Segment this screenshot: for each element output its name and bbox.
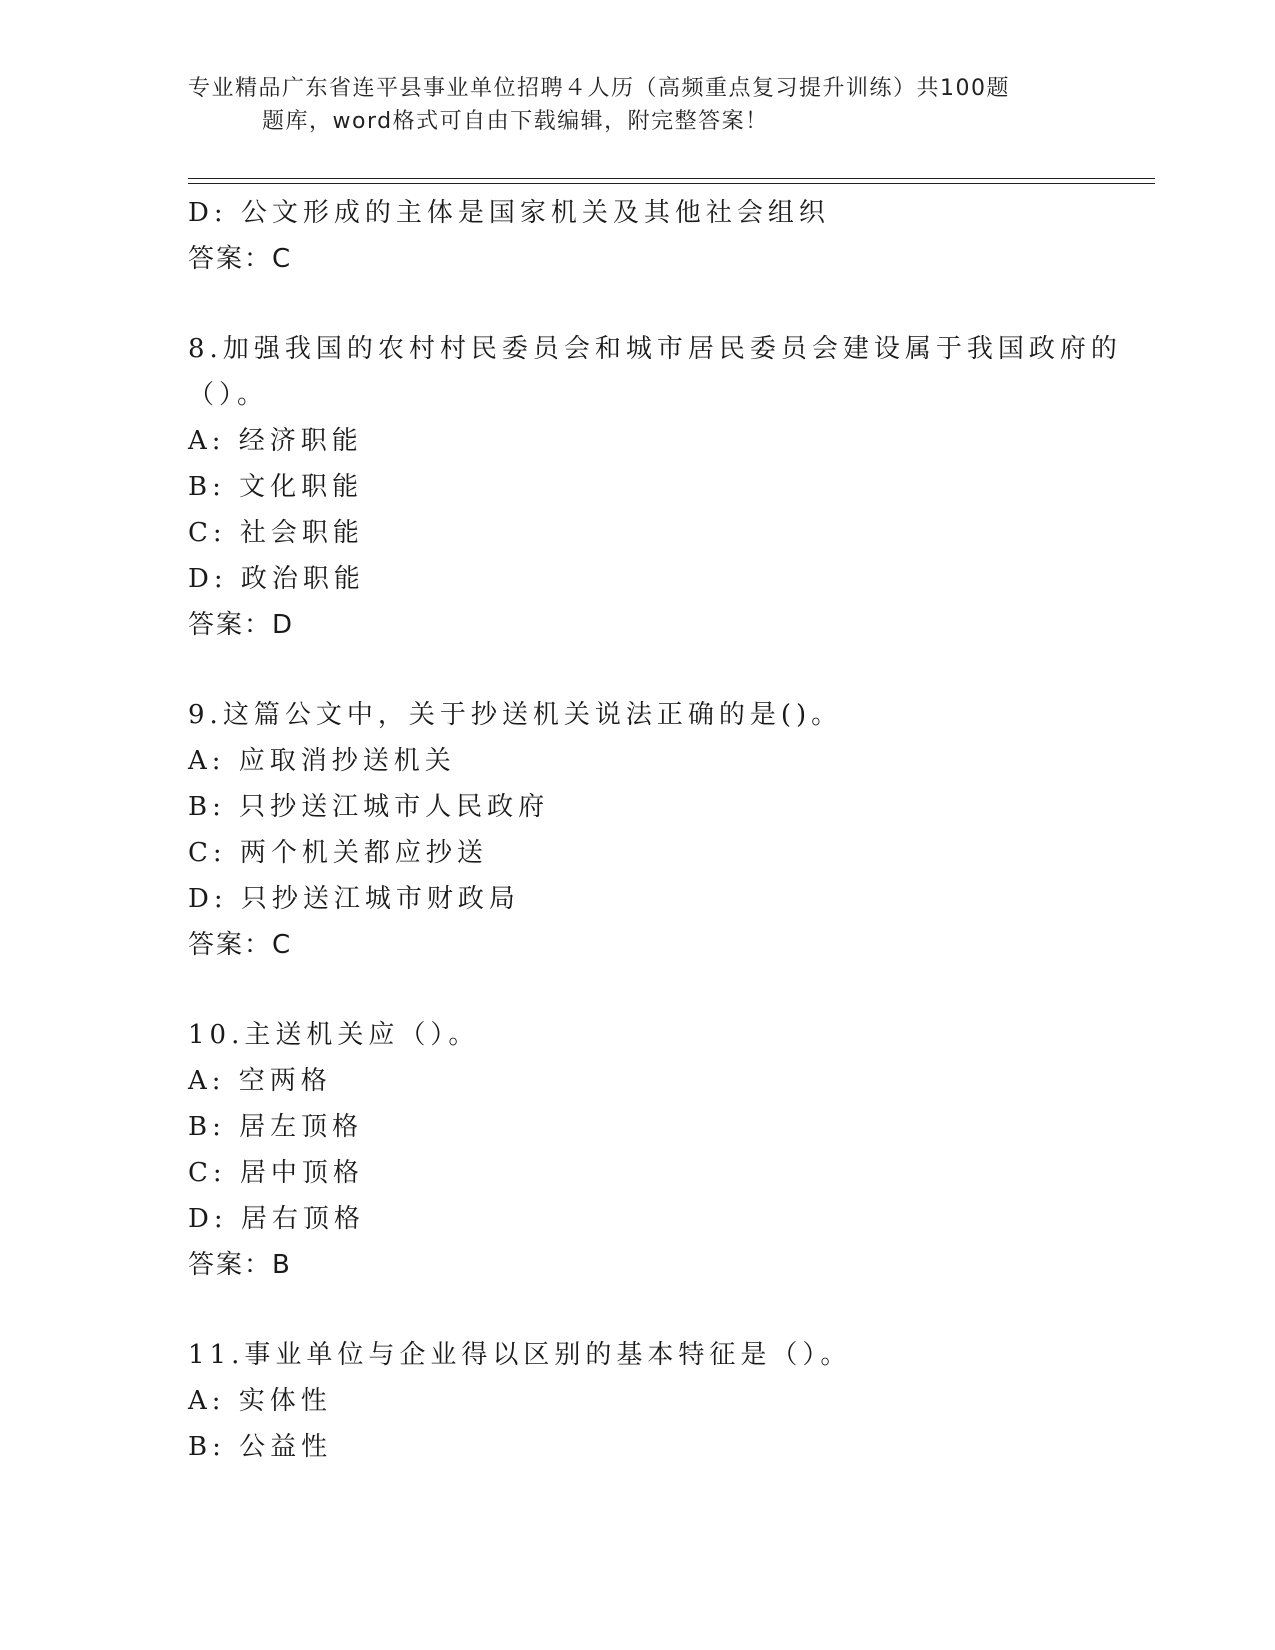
question-9-answer: 答案：C — [188, 930, 293, 960]
question-11-option-b: B: 公益性 — [188, 1432, 333, 1462]
question-11-option-a: A: 实体性 — [188, 1386, 332, 1416]
question-8-text — [188, 326, 1128, 372]
question-10-answer: 答案：B — [188, 1250, 292, 1280]
spacer — [188, 648, 1128, 692]
document-header — [188, 72, 1068, 138]
question-8-answer: 答案：D — [188, 610, 295, 640]
question-10-option-d: D: 居右顶格 — [188, 1204, 365, 1234]
question-9-option-d: D: 只抄送江城市财政局 — [188, 884, 520, 914]
question-9-text — [188, 692, 1128, 738]
header-divider-bottom — [188, 183, 1155, 184]
prev-answer: 答案：C — [188, 244, 293, 274]
question-8-number: 8. — [188, 334, 223, 364]
question-11-text — [188, 1332, 1128, 1378]
question-10-option-c: C: 居中顶格 — [188, 1158, 364, 1188]
header-divider-top — [188, 178, 1155, 179]
document-body — [188, 190, 1128, 1470]
question-9-option-c: C: 两个机关都应抄送 — [188, 838, 488, 868]
question-10-stem: 主送机关应（）。 — [244, 1020, 480, 1050]
header-title-line1: 专业精品广东省连平县事业单位招聘４人历（高频重点复习提升训练）共100题 — [188, 76, 1010, 101]
question-10-option-b: B: 居左顶格 — [188, 1112, 364, 1142]
question-8-option-b: B: 文化职能 — [188, 472, 364, 502]
question-8-option-d: D: 政治职能 — [188, 564, 365, 594]
spacer — [188, 282, 1128, 326]
question-9-number: 9. — [188, 700, 223, 730]
question-8-option-a: A: 经济职能 — [188, 426, 363, 456]
question-8-text-cont: （）。 — [188, 380, 269, 410]
question-10-option-a: A: 空两格 — [188, 1066, 332, 1096]
question-9-option-a: A: 应取消抄送机关 — [188, 746, 456, 776]
question-10-text — [188, 1012, 1128, 1058]
question-8-option-c: C: 社会职能 — [188, 518, 364, 548]
question-9-option-b: B: 只抄送江城市人民政府 — [188, 792, 550, 822]
spacer — [188, 968, 1128, 1012]
header-title-line2: 题库，word格式可自由下载编辑，附完整答案！ — [262, 109, 769, 134]
question-11-number: 11. — [188, 1340, 245, 1370]
prev-option-d: D: 公文形成的主体是国家机关及其他社会组织 — [188, 198, 830, 228]
question-8-stem: 加强我国的农村村民委员会和城市居民委员会建设属于我国政府的 — [222, 334, 1122, 364]
question-10-number: 10. — [188, 1020, 245, 1050]
question-11-stem: 事业单位与企业得以区别的基本特征是（）。 — [244, 1340, 852, 1370]
spacer — [188, 1288, 1128, 1332]
question-9-stem: 这篇公文中，关于抄送机关说法正确的是()。 — [222, 700, 843, 730]
